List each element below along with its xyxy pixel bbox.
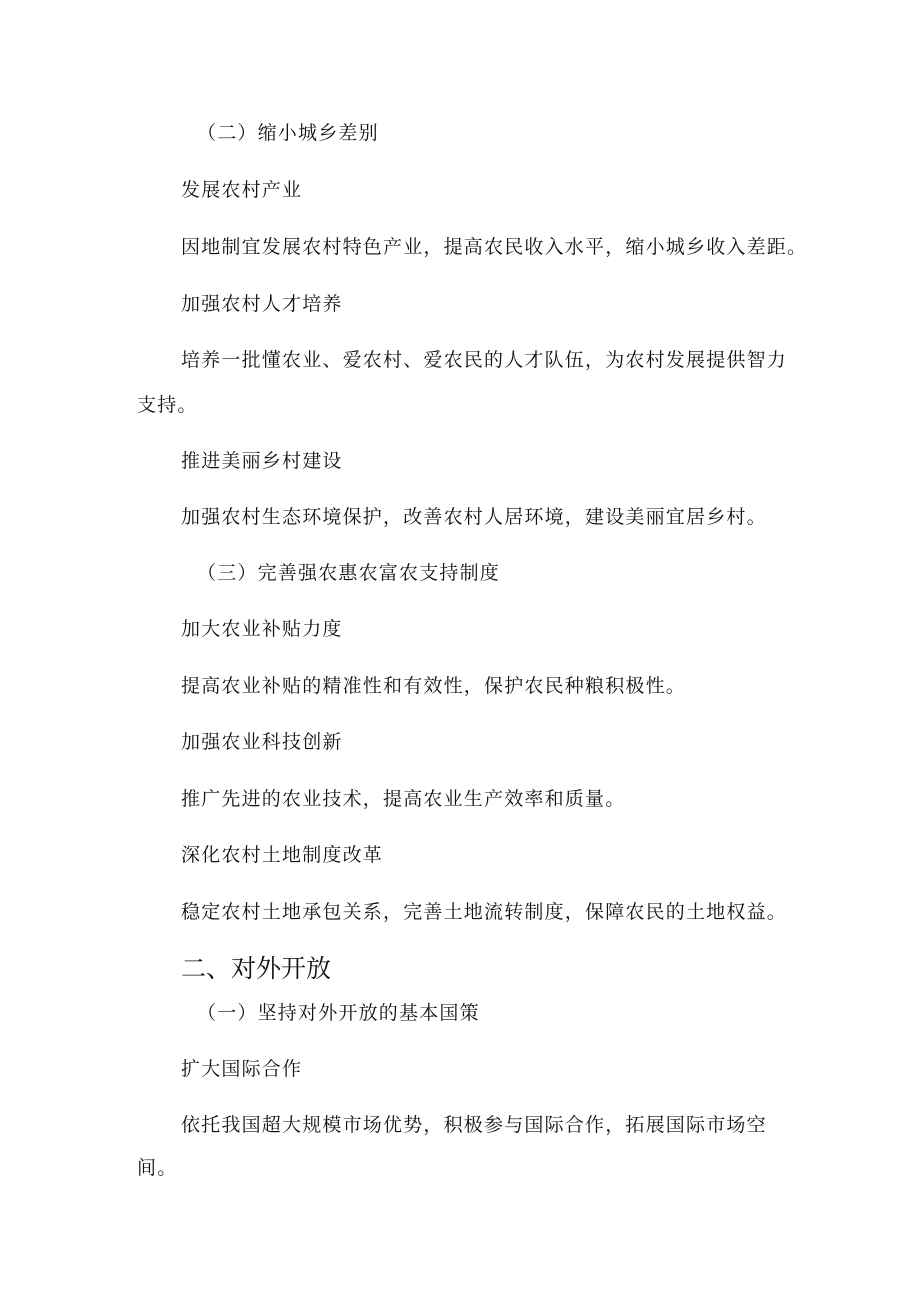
paragraph-rural-industry: 因地制宜发展农村特色产业，提高农民收入水平，缩小城乡收入差距。 (181, 236, 808, 258)
item-title-rural-talent: 加强农村人才培养 (181, 293, 343, 315)
paragraph-agri-subsidy: 提高农业补贴的精准性和有效性，保护农民种粮积极性。 (181, 675, 687, 697)
paragraph-international-cooperation-line-1: 依托我国超大规模市场优势，积极参与国际合作，拓展国际市场空 (181, 1114, 767, 1136)
paragraph-beautiful-village: 加强农村生态环境保护，改善农村人居环境，建设美丽宜居乡村。 (181, 506, 767, 528)
paragraph-rural-talent-line-2: 支持。 (137, 394, 198, 416)
item-title-land-reform: 深化农村土地制度改革 (181, 844, 384, 866)
subsection-heading-basic-policy: （一）坚持对外开放的基本国策 (197, 1002, 480, 1024)
paragraph-rural-talent-line-1: 培养一批懂农业、爱农村、爱农民的人才队伍，为农村发展提供智力 (181, 349, 788, 371)
section-heading-opening-up: 二、对外开放 (181, 954, 332, 983)
item-title-international-cooperation: 扩大国际合作 (181, 1058, 303, 1080)
subsection-heading-support-system: （三）完善强农惠农富农支持制度 (197, 562, 501, 584)
paragraph-land-reform: 稳定农村土地承包关系，完善土地流转制度，保障农民的土地权益。 (181, 901, 788, 923)
item-title-rural-industry: 发展农村产业 (181, 179, 303, 201)
item-title-agri-tech: 加强农业科技创新 (181, 731, 343, 753)
paragraph-agri-tech: 推广先进的农业技术，提高农业生产效率和质量。 (181, 788, 626, 810)
item-title-beautiful-village: 推进美丽乡村建设 (181, 450, 343, 472)
subsection-heading-narrow-gap: （二）缩小城乡差别 (197, 122, 379, 144)
item-title-agri-subsidy: 加大农业补贴力度 (181, 618, 343, 640)
paragraph-international-cooperation-line-2: 间。 (137, 1157, 178, 1179)
